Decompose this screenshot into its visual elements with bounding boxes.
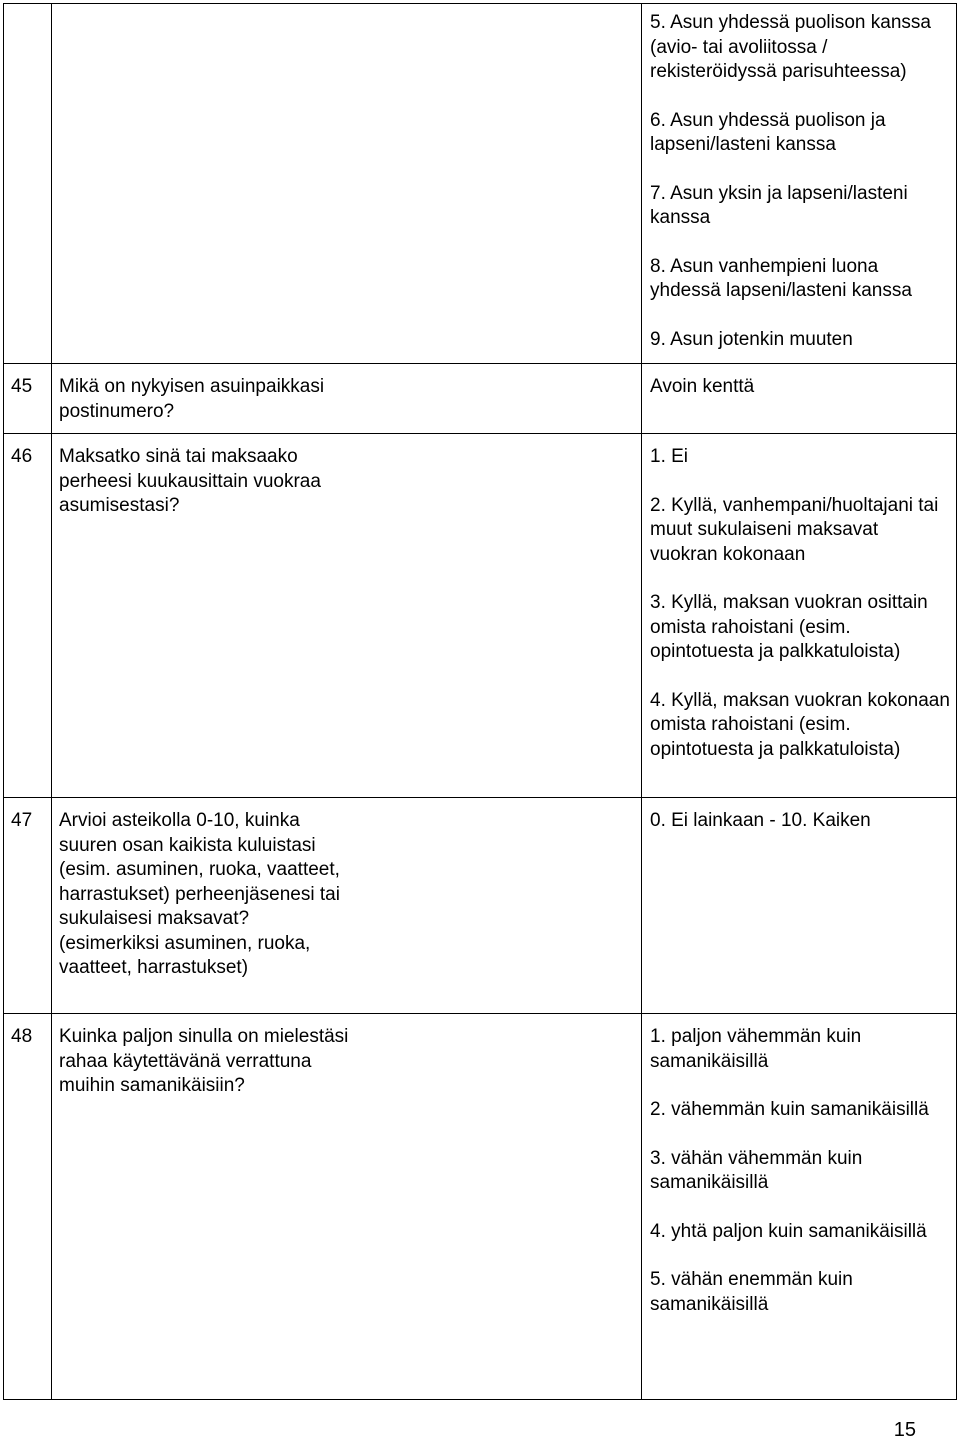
question-text: Arvioi asteikolla 0-10, kuinka suuren osan kaikista kuluistasi (esim. asuminen, ruoka, vaatteet, harrastukset) perheenjäsenesi tai sukulaisesi maksavat? (esimerkiksi asuminen, ruoka, vaatteet, harrastukset) — [59, 810, 340, 978]
table-border-top — [3, 3, 957, 4]
answer-option: 9. Asun jotenkin muuten — [650, 328, 853, 350]
row-divider — [3, 433, 957, 434]
table-border-bottom — [3, 1399, 957, 1400]
answer-text: Avoin kenttä — [650, 376, 755, 397]
answer-option: 1. Ei — [650, 446, 689, 467]
question-number: 46 — [11, 446, 33, 467]
page-number: 15 — [893, 1419, 916, 1441]
answer-options-living-situation — [650, 11, 950, 352]
answer-option: 3. vähän vähemmän kuin samanikäisillä — [650, 1147, 863, 1193]
question-text: Maksatko sinä tai maksaako perheesi kuukausittain vuokraa asumisestasi? — [59, 446, 321, 516]
answer-option: 5. vähän enemmän kuin samanikäisillä — [650, 1269, 853, 1315]
question-text: Kuinka paljon sinulla on mielestäsi rahaa käytettävänä verrattuna muihin samanikäisiin? — [59, 1026, 349, 1096]
row-divider — [3, 1013, 957, 1014]
answer-option: 3. Kyllä, maksan vuokran osittain omista rahoistani (esim. opintotuesta ja palkkatuloista) — [650, 592, 928, 662]
answer-option: 2. Kyllä, vanhempani/huoltajani tai muut sukulaiseni maksavat vuokran kokonaan — [650, 494, 939, 565]
question-number: 47 — [11, 810, 33, 831]
answer-option: 7. Asun yksin ja lapseni/lasteni kanssa — [650, 182, 908, 228]
answer-option: 4. Kyllä, maksan vuokran kokonaan omista rahoistani (esim. opintotuesta ja palkkatuloista) — [650, 689, 950, 760]
column-divider-1 — [51, 3, 52, 1400]
answer-options-rent — [650, 445, 950, 762]
answer-option: 8. Asun vanhempieni luona yhdessä lapseni/lasteni kanssa — [650, 255, 912, 301]
answer-option: 1. paljon vähemmän kuin samanikäisillä — [650, 1026, 862, 1072]
answer-option: 5. Asun yhdessä puolison kanssa (avio- tai avoliitossa / rekisteröidyssä parisuhteessa) — [650, 12, 931, 82]
answer-option: 6. Asun yhdessä puolison ja lapseni/lasteni kanssa — [650, 109, 886, 155]
answer-option: 4. yhtä paljon kuin samanikäisillä — [650, 1220, 927, 1242]
question-number: 48 — [11, 1026, 33, 1047]
question-number: 45 — [11, 376, 33, 397]
row-divider — [3, 363, 957, 364]
answer-text: 0. Ei lainkaan - 10. Kaiken — [650, 810, 871, 831]
question-text: Mikä on nykyisen asuinpaikkasi postinumero? — [59, 376, 325, 422]
table-border-right — [956, 3, 957, 1400]
column-divider-2 — [641, 3, 642, 1400]
answer-option: 2. vähemmän kuin samanikäisillä — [650, 1099, 929, 1120]
answer-options-money — [650, 1025, 950, 1317]
table-border-left — [3, 3, 4, 1400]
row-divider — [3, 797, 957, 798]
